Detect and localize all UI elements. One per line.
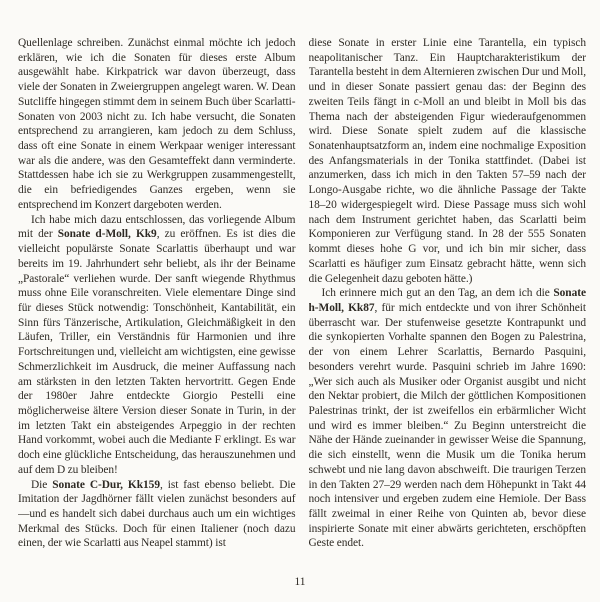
text-segment: , für mich entdeckte und von ihrer Schönheit überrascht war. Der stufenweise gesetzte Kontrapunkt und die synkopierten Vorhalte spannen den Bogen zu Palestrina, der von einem Lehrer Scarlattis, Bernardo Pasquini, besonders verehrt wurde. Pasquini schrieb im Jahre 1690: „Wer sich auch als Musiker oder Organist ausgibt und nicht den Nektar probiert, die Milch der göttlichen Kompositionen Palestrinas trinkt, der ist zweifellos ein erbärmlicher Wicht und wird es immer bleiben.“ Zu Beginn unterstreicht die Nähe der Hände zueinander in gewisser Weise die Spannung, die sich einstellt, wenn die Musik um die Tonika herum schwebt und nie lang davon abschweift. Die traurigen Terzen in den Takten 27–29 werden nach dem Höhepunkt in Takt 44 noch intensiver und ergeben zudem eine Hemiole. Der Bass fällt zweimal in einer Reihe von Quinten ab, bevor diese inspirierte Sonate mit einer abwärts gerichteten, erschöpften Geste endet. — [308, 301, 586, 550]
text-segment: , ist fast ebenso beliebt. Die Imitation der Jagdhörner fällt vielen zunächst besonders auf—und es handelt sich dabei durchaus auch um ein wichtiges Merkmal des Stücks. Doch für einen Italiener (noch dazu einen, der wie Scarlatti aus Neapel stammt) ist — [18, 478, 296, 550]
paragraph — [309, 286, 587, 551]
paragraph — [18, 36, 296, 213]
text-column-right — [309, 36, 587, 572]
sonata-title-bold: Sonate C-Dur, Kk159 — [52, 478, 160, 491]
paragraph — [18, 478, 296, 552]
paragraph — [309, 36, 587, 286]
text-segment: , zu eröffnen. Es ist dies die vielleicht populärste Sonate Scarlattis überhaupt und war bereits im 19. Jahrhundert sehr beliebt, als ihr der Beiname „Pastorale“ verliehen wurde. Der sanft wiegende Rhythmus muss ohne Eile voranschreiten. Viele elementare Dinge sind für dieses Stück notwendig: Tonschönheit, Kantabilität, ein Sinn fürs Tänzerische, Artikulation, Gleichmäßigkeit in den Läufen, Triller, ein Verständnis für Harmonien und ihre Fortschreitungen und, vielleicht am wichtigsten, eine gewisse Schmerzlichkeit im Ausdruck, die meiner Auffassung nach am stärksten in den letzten Takten hervortritt. Gegen Ende der 1980er Jahre entdeckte Giorgio Pestelli eine möglicherweise ältere Version dieser Sonate in Turin, in der im letzten Takt ein absteigendes Arpeggio in der rechten Hand vorkommt, wobei auch die Mediante F erklingt. Es war doch eine glückliche Entscheidung, das herauszunehmen und auf dem D zu bleiben! — [18, 228, 296, 476]
page-number: 11 — [294, 576, 306, 588]
sonata-title-bold: Sonate h-Moll, Kk87 — [308, 287, 586, 314]
text-segment: Die — [31, 478, 53, 491]
text-segment: Ich erinnere mich gut an den Tag, an dem ich die — [321, 287, 554, 300]
sonata-title-bold: Sonate d-Moll, Kk9 — [57, 228, 157, 241]
two-column-text-block — [18, 36, 586, 572]
text-segment: Quellenlage schreiben. Zunächst einmal möchte ich jedoch erklären, wie ich die Sonaten für dieses erste Album ausgewählt habe. Kirkpatrick war davon überzeugt, dass viele der Sonaten in Zweiergruppen angelegt waren. W. Dean Sutcliffe hingegen stimmt dem in seinem Buch über Scarlatti-Sonaten von 2003 nicht zu. Ich habe versucht, die Sonaten entsprechend zu arrangieren, kam jedoch zu dem Schluss, dass oft eine Sonate in einem Werkpaar weniger interessant war als die andere, was den Gesamteffekt dann verminderte. Stattdessen habe ich sie zu Werkgruppen zusammengestellt, die ein befriedigendes Ganzes ergeben, wenn sie entsprechend im Konzert dargeboten werden. — [18, 37, 296, 211]
paragraph — [18, 213, 296, 478]
text-column-left — [18, 36, 296, 572]
text-segment: Ich habe mich dazu entschlossen, das vorliegende Album mit der — [18, 213, 296, 241]
text-segment: diese Sonate in erster Linie eine Tarantella, ein typisch neapolitanischer Tanz. Ein Hauptcharakteristikum der Tarantella besteht in dem Alternieren zwischen Dur und Moll, und in dieser Sonate passiert genau das: der Beginn des zweiten Teils fängt in c-Moll an und bleibt in Moll bis das Thema nach der absteigenden Figur wiederaufgenommen wird. Diese Sonate spielt zudem auf die klassische Sonatenhauptsatzform an, indem eine nochmalige Exposition des Anfangsmaterials in der Tonika stattfindet. (Dabei ist anzumerken, dass ich mich in den Takten 57–59 nach der Longo-Ausgabe richte, wo die ähnliche Passage der Takte 18–20 widergespiegelt wird. Diese Passage muss sich wohl nach dem Instrument gerichtet haben, das Scarlatti beim Komponieren zur Verfügung stand. In 28 der 555 Sonaten kommt dieses hohe G vor, und ich bin mir sicher, dass Scarlatti es häufiger zum Einsatz gebracht hätte, wenn sich die Gelegenheit dazu geboten hätte.) — [308, 37, 586, 285]
